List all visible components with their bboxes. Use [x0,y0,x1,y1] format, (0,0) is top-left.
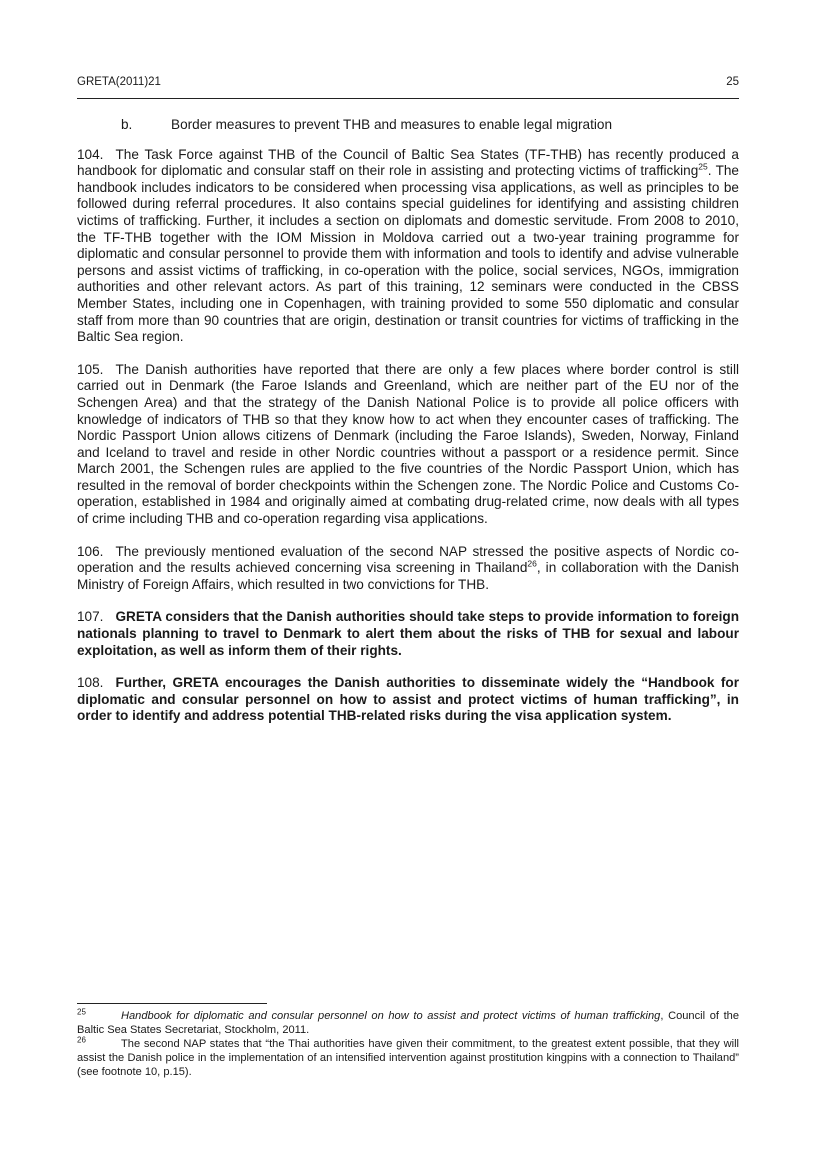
footnote-text: The second NAP states that “the Thai authorities have given their commitment, to the greatest extent possible, that they will assist the Danish police in the implementation of an intensified intervention against prostitution kingpins with a connection to Thailand” (see footnote 10, p.15). [77,1038,739,1078]
paragraph-number: 105. [77,361,104,377]
section-heading [77,117,739,134]
header-divider [77,98,739,99]
paragraph-104 [77,147,739,346]
paragraph-106 [77,544,739,594]
footnote-ref-25[interactable]: 25 [698,161,708,172]
section-letter: b. [121,117,133,132]
recommendation-text: Further, GRETA encourages the Danish authorities to disseminate widely the “Handbook for diplomatic and consular personnel on how to assist and protect victims of human trafficking”, in order to identify and address potential THB-related risks during the visa application system. [77,675,739,724]
paragraph-text: The Task Force against THB of the Council of Baltic Sea States (TF-THB) has recently produced a handbook for diplomatic and consular staff on their role in assisting and protecting victims of trafficking [77,146,739,179]
footnote-ref-26[interactable]: 26 [527,558,537,569]
paragraph-text: . The handbook includes indicators to be considered when processing visa applications, as well as principles to be followed during referral procedures. It also contains special guidelines for identifying and assisting children victims of trafficking. Further, it includes a section on diplomats and domestic servitude. From 2008 to 2010, the TF-THB together with the IOM Mission in Moldova carried out a two-year training programme for diplomatic and consular personnel to provide them with information and tools to identify and advise vulnerable persons and assist victims of trafficking, in co-operation with the police, social services, NGOs, immigration authorities and other relevant actors. As part of this training, 12 seminars were conducted in the CBSS Member States, including one in Copenhagen, with training provided to some 550 diplomatic and consular staff from more than 90 countries that are origin, destination or transit countries for victims of trafficking in the Baltic Sea region. [77,163,739,345]
paragraph-105 [77,362,739,528]
footnotes [77,1007,740,1081]
footnote-number: 26 [77,1035,86,1045]
paragraph-number: 106. [77,543,104,559]
document-body [77,117,739,741]
page-header [77,76,739,88]
footnote-text: , Council of the Baltic Sea States Secretariat, Stockholm, 2011. [77,1010,740,1036]
paragraph-text: The previously mentioned evaluation of the second NAP stressed the positive aspects of Nordic co-operation and the results achieved concerning visa screening in Thailand [77,543,739,576]
page-number: 25 [726,76,739,88]
recommendation-text: GRETA considers that the Danish authorities should take steps to provide information to foreign nationals planning to travel to Denmark to alert them about the risks of THB for sexual and labour exploitation, as well as inform them of their rights. [77,609,739,658]
document-reference: GRETA(2011)21 [77,76,161,88]
footnote-26 [77,1035,739,1079]
paragraph-107 [77,609,739,659]
paragraph-text: The Danish authorities have reported that there are only a few places where border control is still carried out in Denmark (the Faroe Islands and Greenland, which are neither part of the EU nor of the Schengen Area) and that the strategy of the Danish National Police is to provide all police officers with knowledge of indicators of THB so that they know how to act when they encounter cases of trafficking. The Nordic Passport Union allows citizens of Denmark (including the Faroe Islands), Sweden, Norway, Finland and Iceland to travel and reside in other Nordic countries without a passport or a residence permit. Since March 2001, the Schengen rules are applied to the five countries of the Nordic Passport Union, which has resulted in the removal of border checkpoints within the Schengen zone. The Nordic Police and Customs Co-operation, established in 1984 and originally aimed at combating drug-related crime, now deals with all types of crime including THB and co-operation regarding visa applications. [77,361,739,527]
footnote-number: 25 [77,1007,86,1017]
section-title: Border measures to prevent THB and measures to enable legal migration [171,117,613,132]
paragraph-number: 108. [77,675,104,691]
paragraph-number: 104. [77,146,104,162]
footnote-title: Handbook for diplomatic and consular personnel on how to assist and protect victims of human trafficking [121,1010,661,1022]
footnote-25 [77,1007,740,1037]
paragraph-number: 107. [77,609,104,625]
footnote-divider [77,1003,267,1004]
paragraph-text: , in collaboration with the Danish Ministry of Foreign Affairs, which resulted in two convictions for THB. [77,560,739,592]
paragraph-108 [77,675,739,725]
